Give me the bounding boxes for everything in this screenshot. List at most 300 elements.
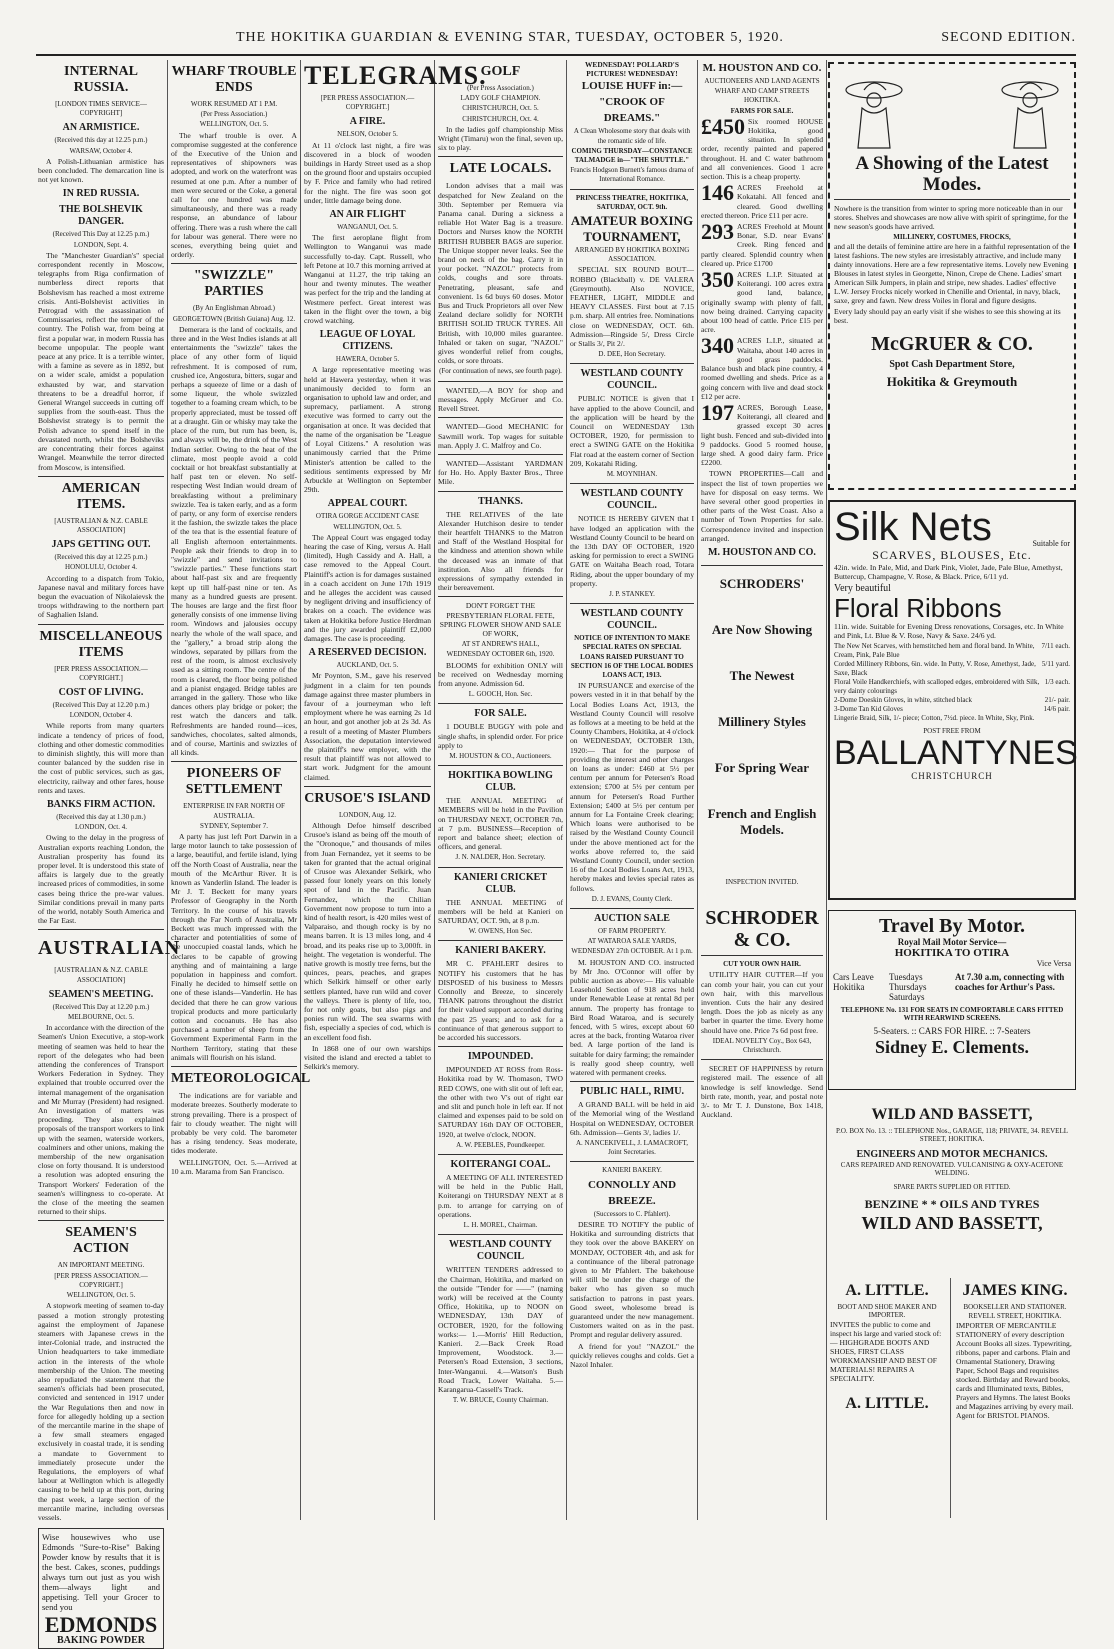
ad-text: Every lady should pay an early visit if she wishes to see this showing at its best. [834,307,1061,325]
column-3 [304,60,487,1520]
price-list-item: The New Net Scarves, with hemstitched hem and floral band. In White, Cream, Pink, Pale Blue [834,642,1035,659]
auctioneer-title: M. HOUSTON AND CO. [702,62,822,74]
divider [304,786,431,787]
divider [438,417,563,418]
signature: L. GOOCH, Hon. Sec. [468,690,533,699]
subhead: COST OF LIVING. [58,686,144,698]
classified: DESIRE TO NOTIFY the public of Hokitika and surrounding districts that they took over the above BAKERY on MONDAY, OCTOBER 4th, and ask for a continuance of the liberal patronage given to Mr Pfahlert. The bakehouse will still be under the charge of the baker who has given so much satisfaction to patrons in past years. Good sweet, wholesome bread is guaranteed under the new management. Customers waited on as in the past. Prompt and regular delivery assured. [570,1219,694,1340]
classified: THE ANNUAL MEETING of MEMBERS will be held in the Pavilion on THURSDAY NEXT, OCTOBER 7th, at 7 p.m. BUSINESS—Reception of report and balance sheet; election of officers, and general. [438,796,563,852]
wild-title-2: WILD AND BASSETT, [861,1213,1043,1233]
divider [438,1154,563,1155]
dateline: LONDON, Sept. 4. [73,240,129,249]
headline: "SWIZZLE" PARTIES [193,268,275,300]
divider [834,199,1070,200]
credit: [PER PRESS ASSOCIATION.—COPYRIGHT.] [54,664,148,682]
article-body: According to a dispatch from Tokio, Japanese naval and military forces have begun the evacuation of Nikolaievsk the troops withdrawing to the northern part of Saghalien Island. [38,573,164,620]
subhead: BANKS FIRM ACTION. [46,798,156,810]
listing-text: ACRES L.I.P., situated at Waitaha, about 140 acres in good grass paddocks. Balance bush and black pine country, 4 roomed dwelling and sheds. Price as a going concern with live and dead stock £12 per acre. [701,336,823,401]
classified: 1 DOUBLE BUGGY with pole and single shafts, in splendid order. For price apply to [438,722,563,750]
subhead: THANKS. [478,495,523,507]
classified: M. HOUSTON AND CO. instructed by Mr Jno. O'Connor will offer by public auction as above:— His valuable Leasehold Section of 918 acres held under Renewable Lease at rental 8d per annum. The property has frontage to Bird Road Wataroa, and is securely fenced, with 5 wires, except about 60 acres at the back, fronting Wataroa river bed. A large portion of the land is suitable for dairy farming; the remainder is really good sheep country, well watered with permanent creeks. [570,957,694,1078]
classified: IMPOUNDED AT ROSS from Ross-Hokitika road by W. Thomason, TWO RED COWS, one with slit out of left ear, the other with two V's out of right ear and slit and punch hole in left ear. If not claimed and expenses paid to be sold on SATURDAY 16th DAY OF OCTOBER, 1920, at twelve o'clock, NOON. [438,1065,563,1139]
subhead: FOR SALE. [474,708,527,720]
signature: A. NANCEKIVELL, J. LAMACROFT, Joint Secretaries. [575,1139,689,1157]
price-list-price: 5/11 yard. [1041,660,1070,668]
subhead: KOITERANGI COAL. [450,1159,551,1171]
classified: SECRET OF HAPPINESS by return registered mail. The essence of all knowledge is self knowledge. Send birth rate, month, year, and postal note 3/- to Mr T. J. Dunstone, Box 1418, Auckland. [701,1064,823,1120]
fete-title: DON'T FORGET THE PRESBYTERIAN FLORAL FETE, SPRING FLOWER SHOW AND SALE OF WORK, [439,601,562,638]
travel-connect: At 7.30 a.m, connecting with coaches for Arthur's Pass. [955,972,1065,992]
article-body: At 11 o'clock last night, a fire was discovered in a block of wooden buildings in Hardy Street used as a shop on the ground floor and upstairs occupied by F. Price and family who had retired for the night. The fire was soon got under, little damage being done. [304,140,431,205]
column-divider [167,60,168,1520]
classified: WANTED—Assistant YARDMAN for Ho. Ho. Apply Baxter Bros., Three Mile. [438,458,563,487]
travel-days: Tuesdays Thursdays Saturdays [889,972,927,1002]
divider [38,624,164,625]
film-desc: A Clean Wholesome story that deals with the romantic side of life. [573,127,691,145]
price-list-row [834,660,1070,678]
divider [438,1234,563,1235]
subhead: IMPOUNDED. [467,1051,534,1063]
subhead: AT WATAROA SALE YARDS, [587,937,677,946]
listing-price: 197 [701,399,734,425]
article-body: A Polish-Lithuanian armistice has been concluded. The demarcation line is not yet known. [38,156,164,185]
silk-title: Silk Nets [834,505,992,549]
subhead: AUCTIONEERS AND LAND AGENTS [704,77,820,85]
subhead: A FIRE. [349,116,386,128]
subhead: APPEAL COURT. [327,498,408,510]
column-divider [697,60,698,1520]
article-body: The "Manchester Guardian's" special correspondent recently in Moscow, telegraphs from Riga confirmation of numberless direct reports that Bolshevism has reached a most extreme crisis. Anti-Bolshevist activities in Petrograd with the assassination of Commissaries, reflect the temper of the country. The Polish war, from being at first a popular war, in modern Russia has become unpopular. The people want peace at any price. It is a terrible winter, with a famine as severe as in 1892, but on a wider scale, amidst a population exhausted by war, and starvation threatens to be a dreadful horror, if General Wrangel succeeds in cutting off supplies from the south-east. Thus the Bolshevist strategy is to permit the Polish advance to spend itself in the devastated north, whilst the Bolsheviks are concentrating their forces against Wrangel. Meanwhile the terror directed from Moscow, is intensified. [38,250,164,472]
classified: A GRAND BALL will be held in aid of the Memorial wing of the Westland Hospital on WEDNESDAY, OCTOBER 6th. Admission—Gents 3/, ladies 1/. [570,1100,694,1137]
ad-text: 11in. wide. Suitable for Evening Dress renovations, Corsages, etc. In White and Pink, Lt. Blue & V. Rose, Navy & Saxe. 24/6 yd. [834,622,1064,640]
article-body: Mr Poynton, S.M., gave his reserved judgment in a claim for ten pounds damage against three master plumbers in favour of a journeyman who left employment where he was earning 2s 1d an hour, and got another job at 2s 3d. As a result of a meeting of Master Plumbers Association, the deputation interviewed the plaintiff's new employer, with the result that plaintiff was not allowed to start work. Judgment for the amount claimed. [304,671,431,782]
signature: J. N. NALDER, Hon. Secretary. [455,853,546,862]
divider [570,363,694,364]
boxing-sub: ARRANGED BY HOKITIKA BOXING ASSOCIATION. [574,246,690,264]
listing-text: Six roomed HOUSE Hokitika, good situation. In splendid order, recently painted and papered throughout. H. and C water bathroom and all conveniences. Good 1 acre section. This is a cheap property. [701,116,823,182]
headline: MISCELLANEOUS ITEMS [39,628,163,660]
listing-price: £450 [701,113,745,139]
credit: (Per Press Association.) [467,84,534,92]
subhead: ENTERPRISE IN FAR NORTH OF AUSTRALIA. [183,802,285,820]
dateline: (Received This Day at 12.20 p.m.) [52,1002,150,1011]
subhead: KANIERI CRICKET CLUB. [453,871,548,895]
divider [701,955,823,956]
credit: [PER PRESS ASSOCIATION.—COPYRIGHT.] [54,1271,148,1289]
divider [570,603,694,604]
subhead: AT ST ANDREW'S HALL, [461,640,540,649]
mcgruer-location: Hokitika & Greymouth [886,374,1018,389]
divider [570,1081,694,1082]
dateline: (Received This Day at 12.25 p.m.) [52,230,150,239]
price-list [834,642,1070,723]
travel-ad [828,910,1076,1090]
dateline: CHRISTCHURCH, Oct. 4. [462,114,539,123]
mcgruer-ad [828,62,1076,490]
schroders-line: Millinery Styles [718,713,806,729]
travel-phone: TELEPHONE No. 131 FOR SEATS IN COMFORTABLE CARS FITTED WITH REARWIND SCREENS. [840,1006,1064,1022]
headline: CRUSOE'S ISLAND [304,790,431,806]
subhead: WESTLAND COUNTY COUNCIL. [580,488,684,512]
dateline: WEDNESDAY OCTOBER 6th, 1920. [446,650,555,659]
listing-text: ACRES Freehold at Mount Bonar, S.D. near Evans' Creek. Ring fenced and partly cleared. Splendid country when cleared up. Price £1700 [701,222,823,268]
inspection: INSPECTION INVITED. [725,877,799,886]
schroders-title: SCHRODERS' [719,575,805,591]
classified: WRITTEN TENDERS addressed to the Chairman, Hokitika, and marked on the outside "Tender for ——" (naming work) will be received at the County Office, Hokitika, up to NOON on WEDNESDAY, 13th DAY of OCTOBER, 1920, for the following works:— 1.—Morris' Hill Reduction, Kanieri. 2.—Back Creek Road Improvement, Woodstock. 3.—Petersen's Road Extension, 3 sections, Inter-Wanganui. 4.—Watson's Bush Road Track, Lower Waitaha. 5.—Karangarua-Cassell's Track. [438,1265,563,1394]
dateline: NELSON, October 5. [337,130,398,139]
listing [701,113,823,182]
subhead: KANIERI BAKERY. [455,945,546,957]
masthead [36,30,1076,52]
masthead-edition: SECOND EDITION. [941,30,1076,45]
post-free: POST FREE FROM [923,727,981,735]
james-name: JAMES KING. [962,1282,1068,1299]
ad-text: Wise housewives who use Edmonds "Sure-to-Rise" Baking Powder know by results that it is the best. Cakes, scones, puddings always turn out just as you wish them—always light and appetising. Tell your Grocer to send you [42,1532,160,1613]
classified: THE ANNUAL MEETING of members will be held at Kanieri on SATURDAY, OCT. 9th, at 8 p.m. [438,897,563,926]
price-list-price: 21/- pair. [1044,696,1070,704]
subhead: KANIERI BAKERY. [602,1166,662,1175]
price-list-price: 14/6 pair. [1043,705,1070,713]
article-body: In 1868 one of our own warships visited the island and erected a tablet to Selkirk's memory. [304,1043,431,1072]
article-body: London advises that a mail was despatched for New Zealand on the 30th. September per Remuera via Panama canal. During a sickness a reliable Hot Water Bag is a treasure. Doctors and Nurses know the NORTH BRITISH RUBBER BAGS are superior. The Unique stopper never leaks. See the brand on neck of the bag. Carry it in your pocket. "NAZOL" protects from colds, coughs and sore throats. Penetrating, pleasant, safe and convenient. 1s 6d buys 60 doses. Motor Bus and Truck Proprietors all over New Zealand declare solidly for NORTH BRITISH SOLID TRUCK TYRES. All British, with 10,000 miles guarantee. Inhaled or taken on sugar, "NAZOL" gives wonderful relief from coughs, colds, or sore throats. [438,181,563,366]
article-body: A large representative meeting was held at Hawera yesterday, when it was unanimously decided to form an organisation to uphold law and order, and supremacy, parliament. A strong executive was formed to carry out the organisation at once. It was decided that the name of the organisation be "League of Loyal Citizens." A resolution was unanimously carried that the Prime Minister's attention be called to the seditious sentiments expressed by Mr Arbuckle at Wellington on September 29th. [304,365,431,495]
ad-sub: BAKING POWDER [56,1635,146,1647]
classified: IN PURSUANCE and exercise of the powers vested in it in that behalf by the Local Bodies Loans Act, 1913, the Westland County Council will resolve as follows at a meeting to be held at the County Chambers, Hokitika, at 4 o'clock on WEDNESDAY, OCTOBER 13th, 1920:— That for the purpose of providing the interest and other charges on loans as under: £460 at 5½ per centum per annum for Petersen's Road extension; £700 at 5½ per centum per annum for Petersen's Road Further Extension; £400 at 5½ per centum per annum for La Fontaine Creek clearing; Which loans were authorised to be raised by the Westland County Council under the above mentioned act for the works above referred to, the said Westland County Council, under section 16 of the Local Bodies Loans Act, 1913, hereby makes and levies special rates as follows. [570,681,694,893]
credit: (By An Englishman Abroad.) [192,304,276,313]
divider [438,491,563,492]
dateline: WELLINGTON, Oct. 5. [199,120,269,129]
classified: SPECIAL SIX ROUND BOUT—ROBBO (Blackball) v. DE VALERA (Greymouth). Also NOVICE, FEATHER, LIGHT, MIDDLE and HEAVY CLASSES. First bout at 7.15 p.m. sharp. All entries free. Nominations close on WEDNESDAY, OCT. 6th. Admission—Ringside 5/, Dress Circle or Stalls 3/, Pit 2/. [570,265,694,349]
wild-title: WILD AND BASSETT, [871,1106,1033,1123]
travel-sub: Royal Mail Motor Service— [897,937,1007,947]
ballantynes-name: BALLANTYNES [834,734,1078,772]
james-address: REVELL STREET, HOKITIKA. [968,1312,1062,1320]
article-body: In accordance with the direction of the Seamen's Union Executive, a stop-work meeting of seamen was held to hear the report of the delegates who had been attending the conferences of Transport Workers Federation in Sydney. They explained that trouble occurred over the internal management of the organisation and Mr Murray (President) had resigned. An investigation of matters was proceeding. They also explained proposals of the transport workers to link up with the seamen, waterside workers, coalminers and other unions, making the membership of the new organisation close on forty thousand. It is understood a resolution was adopted ensuring the Transport Workers' Federation of the seamen's willingness to co-operate. At the close of the meeting the seamen returned to their ships. [38,1023,164,1217]
showing-title: A Showing of the Latest Modes. [855,153,1049,195]
subhead: LEAGUE OF LOYAL CITIZENS. [319,329,416,353]
little-ad [828,1278,946,1518]
divider [438,156,563,157]
dateline: HONOLULU, October 4. [65,563,137,572]
subhead: AN IMPORTANT MEETING. [57,1261,145,1270]
divider [438,596,563,597]
article-body: While reports from many quarters indicate a tendency of prices of food, clothing and other domestic commodities to diminish slightly, this will more than counter balanced by the sudden rise in the cost of public services, such as gas, electricity, railway and other fares, house rents and taxes. [38,721,164,795]
subhead: A RESERVED DECISION. [308,647,427,659]
subhead: OF FARM PROPERTY. [598,927,666,936]
subhead: WESTLAND COUNTY COUNCIL. [580,608,684,632]
little-sign: A. LITTLE. [845,1395,929,1412]
travel-route: HOKITIKA TO OTIRA [894,947,1010,959]
classified: WANTED—Good MECHANIC for Sawmill work. Top wages for suitable man. Apply J. C. Malfroy and Co. [438,422,563,450]
cars-leave: Cars Leave Hokitika [833,972,874,992]
listing-text: ACRES L.I.P. Situated at Koiterangi. 100 acres extra good land, balance, originally swamp with plenty of fall, now being drained. Carrying capacity about 100 head of cattle. Price £15 per acre. [701,270,823,335]
credit: (Per Press Association.) [200,110,268,119]
schroders-line: The Newest [729,667,795,683]
listing [701,399,823,468]
article-body: Demerara is the land of cocktails, and three and in the West Indies islands at all entertainments the "swizzle" takes the place of any other form of liquid refreshment. It is composed of rum, crushed ice, Angostura, bitters, sugar and perhaps a squeeze of lime or a dash of some liqueur, the whole swizzled together to a foaming cream which, to be properly appreciated, must be tossed off at a draught. Gin or whisky may take the place of the rum, but rum has been, is, and always will be, the drink of the West Indian settler. Owing to the heat of the climate, most people avoid a cold cocktail or hot breakfast substantially at half past ten or eleven. No self-respecting West Indian would dream of breakfasting without a preliminary swizzle. Tea is taken early, and as a form of party, or any form of exercise renders it the fashion, the swizzle takes the place of the tea that is the essential feature of all English afternoon entertainments. People ask their friends to drop in to "swizzle" and send invitations to "swizzle parties." These functions start about half-past six and are frequently kept up till half-past nine or ten. As many as a hundred guests are present. The houses are large and the first floor generally consists of one immense living room. Windows and jalousies occupy nearly the whole of the wall space, and the "gallery," a broad strip along the windows, separated by pillars from the rest of the room, is almost exclusively used as a sitting room. The centre of the room is cleared, the floor being polished and a pianist engaged. Bridge tables are arranged in the gallery. Those who like dances others play bridge or poker; the rest watch the dancers and talk. Refreshments are handed round—ices, sandwiches, chocolates, salted almonds, and of course, Martinis and swizzles of all kinds. [171,324,297,758]
article-body: Owing to the delay in the progress of Australian exports reaching London, the Australian prosperity has found its proper level. It is understood this state of affairs is largely due to the greatly increased prices of commodities, in some cases being thrice the pre-war values. Similar conditions prevail in many parts of the world, notably South America and the Far East. [38,833,164,926]
signature: W. OWENS, Hon Sec. [468,927,533,936]
signature: L. H. MOREL, Chairman. [463,1221,538,1230]
divider [171,1066,297,1067]
headline: METEOROLOGICAL [171,1071,311,1087]
price-list-item: 2-Dome Doeskin Gloves, in white, stitched black [834,696,973,704]
article-body: Although Defoe himself described Crusoe's island as being off the mouth of the "Oronoque," and thousands of miles from Juan Fernandez, yet it seems to be taken for granted that the actual original of Crusoe was Alexander Selkirk, who passed four lonely years on this lonely spot of land in the Pacific. Juan Fernandez, which the Chilian Government now propose to turn into a kind of health resort, is 420 miles west of Valparaiso, and though rocky is by no means barren. It is 13 miles long, and 4 broad, and its peaks rise up to 3,000ft. in height. The vegetation is wonderful. The native growth is mostly tree ferns, but the quinces, pears, peaches, and grapes which Selkirk himself or other early settlers planted, have run wild and cover the valleys. There is plenty of life, too, for not only goats, but also pigs and ponies run wild. The sea swarms with fish, especially a species of cod, which is an excellent food fish. [304,821,431,1042]
listing-price: 350 [701,267,734,293]
divider [570,483,694,484]
subhead: OTIRA GORGE ACCIDENT CASE [315,512,420,521]
ad-text: INVITES the public to come and inspect his large and varied stock of:— HIGHGRADE BOOTS AND SHOES, FIRST CLASS WORKMANSHIP AND BEST OF MATERIALS! REPAIRS A SPECIALITY. [830,1320,942,1383]
classified: BLOOMS for exhibition ONLY will be received on Wednesday morning from anyone. Admission 6d. [438,660,563,688]
floral-pre: Very beautiful [834,583,891,594]
listing-price: 146 [701,180,734,206]
masthead-rule [36,54,1076,56]
dateline: (Received this day at 1.30 p.m.) [56,812,146,821]
price-list-price: 1/3 each. [1044,678,1070,686]
clements-name: Sidney E. Clements. [874,1037,1029,1057]
article-body: A stopwork meeting of seamen to-day passed a motion strongly protesting against the employment of Japanese steamers with Japanese crews in the inter-Colonial trade, and instructed the Union headquarters to take immediate action in the interests of the whole membership of the Union. The meeting also repudiated the statement that the seamen's officials had been prosecuted, convicted and sentenced in 1917 under the War Regulations then and now in force for allegedly holding up a section of the mercantile marine in the shape of a few small steamers engaged exclusively in coastal trade, it is sending a mandate to Government to immediately prosecute under the Regulations, the employers of whaf labour at Wellington which is allegedly causing to be held up at this port, during the past week, a large section of the mercantile marine, including overseas vessels. [38,1301,164,1522]
divider [438,703,563,704]
engineers-sub: CARS REPAIRED AND RENOVATED. VULCANISING & OXY-ACETONE WELDING. [840,1161,1064,1177]
subhead: (Successors to C. Pfahlert). [593,1209,671,1218]
divider [438,454,563,455]
travel-seaters: 5-Seaters. :: CARS FOR HIRE. :: 7-Seaters [873,1026,1031,1036]
ad-text: 42in. wide. In Pale, Mid, and Dark Pink, Violet, Jade, Pale Blue, Amethyst, Buttercup, Champagne, V. Rose, & Black. Price, 6/11 yd. [834,563,1063,581]
listing-text: ACRES Freehold at Kokatahi. All fenced and cleared. Good dwelling erected thereon. Price £11 per acre. [701,183,823,220]
schroder-co: SCHRODER & CO. [705,907,819,952]
dateline: MELBOURNE, Oct. 5. [68,1013,134,1022]
james-sub: BOOKSELLER AND STATIONER. [963,1303,1067,1311]
signature: M. HOUSTON & CO., Auctioneers. [449,751,552,760]
divider [701,565,823,566]
signature: T. W. BRUCE, County Chairman. [452,1396,549,1405]
subhead: WESTLAND COUNTY COUNCIL [448,1239,553,1263]
film-title: LOUISE HUFF in:— "CROOK OF DREAMS." [581,80,683,125]
dateline: GEORGETOWN (British Guiana) Aug. 12. [172,314,296,323]
column-4 [438,60,563,1520]
dateline: WELLINGTON, Oct. 5. [333,522,402,531]
signature: M. MOYNIHAN. [606,470,658,479]
article-body: The wharf trouble is over. A compromise suggested at the conference of the Executive of the Union and representatives of shipowners was adopted, and work on the waterfront was resumed at one p.m. After a number of men were secured or the Coke, a general call for one hundred was made simultaneously, and there was a ready response, an abundance of labour offering. There was a rush where the call for labour was general. There were no scenes, everything being quiet and orderly. [171,130,297,260]
dateline: (Received this day at 12.25 p.m.) [54,553,148,562]
headline: INTERNAL RUSSIA. [64,64,138,95]
floral-title: Floral Ribbons [834,593,1002,623]
subhead: AN AIR FLIGHT [329,209,406,221]
dateline: (Received This Day at 12.20 p.m.) [52,700,150,709]
divider [438,940,563,941]
pictures-banner: WEDNESDAY! POLLARD'S PICTURES! WEDNESDAY! [585,60,679,79]
column-divider [566,60,567,1520]
price-list-row [834,705,1070,714]
schroders-line: French and English Models. [707,805,817,837]
divider [171,761,297,762]
headline: SEAMEN'S ACTION [65,1225,137,1257]
silk-row [834,506,1070,548]
dateline: LONDON, Aug. 12. [339,810,396,819]
boxing-title: AMATEUR BOXING TOURNAMENT, [570,213,694,245]
price-list-item: Corded Millinery Ribbons, 6in. wide. In Putty, V. Rose, Amethyst, Jade, Saxe, Black [834,660,1036,677]
article-body: The Appeal Court was engaged today hearing the case of King, versus A. Hall (limited), Hugh Cassidy and A. Hall, a case removed to the Appeal Court. Plaintiff's action is for damages sustained in a coach accident on June 17th 1919 and he alleges the accident was caused by negligent driving and insufficiency of brakes on a coach. The evidence was taken at Hokitika before Justice Herdman and the jury awarded plaintiff £2,000 damages. The case is proceeding. [304,532,431,643]
benzine-line: BENZINE * * OILS AND TYRES [864,1197,1040,1211]
classified: NOTICE IS HEREBY GIVEN that I have lodged an application with the Westland County Council to be heard on the 13th DAY OF OCTOBER, 1920 asking for permission to erect a SWING GATE on Waitaha Beach road, Totara Riding, about the upper boundary of my property. [570,514,694,588]
schroders-line: For Spring Wear [714,759,810,775]
subhead: SEAMEN'S MEETING. [48,988,154,1000]
silk-items: SCARVES, BLOUSES, Etc. [872,548,1032,562]
travel-title: Travel By Motor. [878,915,1026,937]
dateline: LONDON, October 4. [69,711,133,720]
credit: [PER PRESS ASSOCIATION.—COPYRIGHT.] [320,94,415,112]
schroders-line: Are Now Showing [711,621,813,637]
listing [701,267,823,335]
price-list-item: Lingerie Braid, Silk, 1/- piece; Cotton, 7½d. piece. In White, Sky, Pink. [834,714,1035,722]
subhead: JAPS GETTING OUT. [51,539,151,551]
divider [38,1220,164,1221]
classified: PUBLIC NOTICE is given that I have applied to the above Council, and the application will be heard by the Council on WEDNESDAY 13th OCTOBER, 1920, for permission to erect a SWING GATE on the Hokitika Flat road at the eastern corner of Section 209, Kokatahi Riding. [570,394,694,468]
travel-schedule [833,972,1071,1002]
subhead: THE BOLSHEVIK DANGER. [59,204,143,228]
price-list-row [834,678,1070,696]
price-list-item: 3-Dome Tan Kid Gloves [834,705,903,713]
column-divider [300,60,301,1520]
divider [438,381,563,382]
subhead: AN ARMISTICE. [62,122,140,134]
divider [438,765,563,766]
headline: WHARF TROUBLE ENDS [171,64,297,95]
mcgruer-sub: Spot Cash Department Store, [889,359,1015,370]
classified: A friend for you! "NAZOL" the quickly relieves coughs and colds. Get a Nazol Inhaler. [570,1341,694,1369]
coming-next: COMING THURSDAY—CONSTANCE TALMADGE in—"THE SHUTTLE." [571,146,693,165]
price-list-item: Floral Voile Handkerchiefs, with scalloped edges, embroidered with Silk, very dainty colourings [834,678,1040,695]
column-5 [570,60,694,1520]
column-divider [434,60,435,1520]
article-body: WELLINGTON, Oct. 5.—Arrived at 10 a.m. Marama from San Francisco. [171,1157,297,1176]
headline: PIONEERS OF SETTLEMENT [185,766,283,798]
signature: IDEAL NOVELTY Coy., Box 643, Christchurch. [712,1036,812,1054]
classified: TOWN PROPERTIES—Call and inspect the list of town properties we have for disposal on easy terms. We have several other good properties in other parts of the West Coast. Also a number of Town Properties for sale. Correspondence invited and inspection arranged. [701,469,823,543]
price-list-row [834,642,1070,660]
ad-subhead: MILLINERY, COSTUMES, FROCKS, [893,233,1011,241]
little-sub: BOOT AND SHOE MAKER AND IMPORTER. [837,1303,937,1319]
ad-text: and all the details of feminine attire are here in a faithful representation of the latest fashions. The new styles are irresistably attractive, and include many dainty innovations. Here are a few representative items. Lovely new Evening Blouses in latest styles in Georgette, Ninon, Crepe de Chene. Ladies' smart American Silk Jumpers, in plain and stripe, new shades. Ladies' effective L.W. Jersey Frocks nicely worked in Chenille and Oriental, in navy, black, saxe, grey and fawn. New dress Voiles in floral and figure designs. [834,242,1070,305]
boxing-venue: PRINCESS THEATRE, HOKITIKA, SATURDAY, OCT. 9th. [575,193,689,211]
signature: D. DEE, Hon Secretary. [598,350,666,359]
headline: LATE LOCALS. [449,161,552,177]
engineers-title: ENGINEERS AND MOTOR MECHANICS. [856,1149,1048,1160]
fashion-illustration-icon [834,68,1070,148]
divider [38,476,164,477]
ballantynes-ad [828,500,1076,900]
dateline: WANGANUI, Oct. 5. [337,223,398,232]
article-body: A party has just left Port Darwin in a large motor launch to take possession of a large, beautiful, and fertile island, lying off the North Coast of Australia, near the mouth of the McArthur River. It is known as Vanderlin Island. The leader is Mr J. T. Beckett for many years Professor of Geography in the North Territory. In the course of his travels through the Far North of Australia, Mr Beckett was much impressed with the character and potentialities of some of the unoccupied coastal lands, which he declares to be capable of growing anything and of maintaining a large population in happiness and comfort. Finally he decided to himself settle on one of these islands—Vanderlin. He has decided that there he can grow various tropical products and more particularly cotton and cocoanuts. He has also purchased a number of sheep from the Government Experimental Farm in the Northern Territory, stating that these animals will flourish on his island. [171,832,297,1062]
credit: [AUSTRALIAN & N.Z. CABLE ASSOCIATION] [54,966,148,984]
subhead: HOKITIKA BOWLING CLUB. [448,770,553,794]
subhead: PUBLIC HALL, RIMU. [580,1086,684,1098]
wild-bassett-ad [828,1100,1076,1270]
price-list-price: 7/11 each. [1041,642,1070,650]
article-body: In the ladies golf championship Miss Wright (Timaru) won the final, seven up, six to play. [438,124,563,153]
column-2 [171,60,311,1520]
price-list-row [834,696,1070,705]
edmonds-ad [38,1528,164,1649]
divider [38,929,164,930]
headline: AUSTRALIAN [38,937,181,960]
column-divider [950,1278,951,1518]
signature: J. P. STANKEY. [609,589,655,598]
ad-text: Nowhere is the transition from winter to spring more noticeable than in our stores. Shelves and showcases are now alive with spirit of springtime, for the new season's goods have arrived. [834,204,1069,231]
dateline: (Received this day at 12.25 p.m.) [54,136,148,145]
dateline: WARSAW, October 4. [69,146,133,155]
subhead: LADY GOLF CHAMPION. [460,94,541,103]
divider [438,1046,563,1047]
subhead: WORK RESUMED AT 1 P.M. [190,100,278,108]
column-divider [826,60,827,1520]
divider [171,263,297,264]
listing [701,219,823,268]
subhead: FARMS FOR SALE. [730,106,794,115]
coming-desc: Francis Hodgson Burnett's famous drama of International Romance. [570,166,694,184]
ad-text: IMPORTER OF MERCANTILE STATIONERY of every description Account Books all sizes. Typewriting, ribbons, paper and carbons. Plain and Ornamental Stationery, Drawing Paper, School Bags and requisites stocked. Birthday and Reward books, cards and Illuminated texts, Bibles, Prayers and Hymns. The latest Books and Magazines arriving by every mail. Agent for BRISTOL PIANOS. [956,1321,1074,1420]
dateline: LONDON, Oct. 4. [75,823,127,832]
james-king-ad [954,1278,1076,1518]
dateline: HAWERA, October 5. [335,355,400,364]
little-name: A. LITTLE. [845,1282,929,1299]
classified: WANTED,—A BOY for shop and messages. Apply McGruer and Co. Revell Street. [438,385,563,414]
masthead-title: THE HOKITIKA GUARDIAN & EVENING STAR, TUESDAY, OCTOBER 5, 1920. [236,30,784,45]
subhead: WESTLAND COUNTY COUNCIL. [580,368,684,392]
wild-contact: P.O. BOX No. 13. :: TELEPHONE Nos., GARAGE, 118; PRIVATE, 34. REVELL STREET, HOKITIKA. [835,1127,1069,1143]
spare-parts: SPARE PARTS SUPPLIED OR FITTED. [893,1183,1011,1191]
listing-price: 340 [701,333,734,359]
dateline: WEDNESDAY 27th OCTOBER. At 1 p.m. [571,947,693,956]
listing [701,333,823,401]
listing-price: 293 [701,219,734,245]
travel-vice: Vice Versa [1036,959,1071,968]
notice-title: NOTICE OF INTENTION TO MAKE SPECIAL RATES ON SPECIAL LOANS RAISED PURSUANT TO SECTION 16 OF THE LOCAL BODIES LOANS ACT, 1913. [570,634,694,679]
price-list-row [834,714,1070,723]
classified: MR C. PFAHLERT desires to NOTIFY his customers that he has DISPOSED of his business to Messrs Connolly and Breeze, to sincerely THANK patrons throughout the district for their valued support accorded during the past 25 years; and to ask for a continuance of that generous support to be accorded his successors. [438,959,563,1043]
headline: TELEGRAMS. [304,61,487,90]
signature: D. J. EVANS, County Clerk. [591,894,673,903]
divider [701,1059,823,1060]
listing-text: ACRES, Borough Lease, Koiterangi, all cleared and grassed except 30 acres light bush. Fenced and sub-divided into 9 paddocks. Good 5 roomed house, large shed. A good dairy farm. Price £2200. [701,402,823,468]
credit: [AUSTRALIAN & N.Z. CABLE ASSOCIATION] [54,516,148,534]
bakery-title: CONNOLLY AND BREEZE. [587,1178,677,1207]
classified: A MEETING OF ALL INTERESTED will be held in the Public Hall, Koiterangi on THURSDAY NEXT at 8 p.m. to arrange for carrying on of operations. [438,1173,563,1219]
dateline: CHRISTCHURCH, Oct. 5. [462,104,539,113]
divider [570,908,694,909]
dateline: SYDNEY, September 7. [200,821,268,830]
signature: A. W. PEEBLES, Poundkeeper. [456,1140,545,1149]
headline: AMERICAN ITEMS. [61,480,141,512]
dateline: WELLINGTON, Oct. 5. [66,1291,136,1300]
classified: UTILITY HAIR CUTTER—If you can comb your hair, you can cut your own hair, with this marvellous invention. Cuts the hair any desired length. Does the job as nicely as any barber in quarter the time. Every home should have one. Price 7s 6d post free. [701,970,823,1035]
credit: [LONDON TIMES SERVICE—COPYRIGHT] [55,100,147,118]
signature: M. HOUSTON AND CO. [708,546,816,558]
article-body: The indications are for variable and moderate breezes. Southerly moderate to strong prevailing. There is a prospect of fair to cloudy weather. The night will probably be very cold. The barometer has a rising tendency. Seas moderate, tides moderate. [171,1091,297,1156]
listing [701,180,823,220]
subhead: CUT YOUR OWN HAIR. [723,960,801,969]
column-1 [38,60,181,1647]
silk-suitable: Suitable for [1032,539,1070,548]
divider [438,867,563,868]
divider [570,189,694,190]
subhead: IN RED RUSSIA. [62,188,140,200]
note: (For continuation of news, see fourth page). [439,367,562,376]
ad-brand: EDMONDS [44,1612,158,1638]
dateline: AUCKLAND, Oct. 5. [336,661,399,670]
classified: THE RELATIVES of the late Alexander Hutchison desire to tender their heartfelt THANKS to the Matron and Staff of the Westland Hospital for the kindness and attention shown while the deceased was an inmate of that institution. Also all friends for expressions of sympathy extended in their bereavement. [438,509,563,593]
ballantynes-location: CHRISTCHURCH [911,771,993,781]
